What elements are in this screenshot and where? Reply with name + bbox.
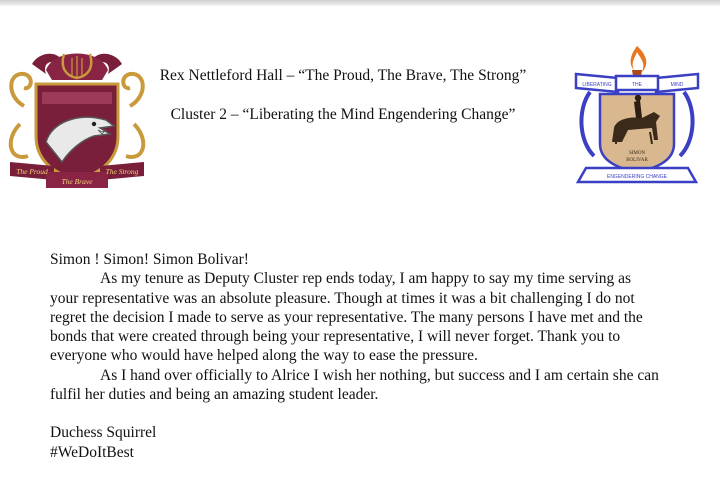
header-hall-name: Rex Nettleford Hall – “The Proud, The Brave, The Strong”	[159, 67, 527, 84]
simon-bolivar-crest-icon	[572, 44, 702, 186]
crest-left-motto-center: The Brave	[61, 177, 93, 186]
crest-right-name-line1: SIMON	[628, 151, 646, 156]
letter-paragraph-1: As my tenure as Deputy Cluster rep ends today, I am happy to say my time serving as your representative was an absolute pleasure. Though at times it was a bit challenging I do not regret the decision I made to serve as your representative. The many persons I have met and the bonds that were created through being your representative, I will never forget. Thank you to everyone who would have helped along the way to ease the pressure.	[50, 270, 643, 365]
crest-left-motto-left: The Proud	[16, 167, 48, 176]
letter-body	[50, 250, 660, 462]
header-cluster-name: Cluster 2 – “Liberating the Mind Engendering Change”	[170, 106, 516, 123]
crest-right-bottom-banner: ENGENDERING CHANGE	[606, 174, 668, 180]
crest-right-name-line2: BOLIVAR	[626, 158, 648, 163]
letter-paragraph-2: As I hand over officially to Alrice I wish her nothing, but success and I am certain she can fulfil her duties and being an amazing student leader.	[50, 366, 659, 404]
letter-greeting: Simon ! Simon! Simon Bolivar!	[50, 251, 249, 268]
crest-right-banner-left: LIBERATING	[582, 82, 612, 88]
crest-right-banner-center: THE	[632, 82, 642, 88]
letter-signature: Duchess Squirrel	[50, 424, 157, 442]
crest-right-banner-right: MIND	[670, 82, 684, 88]
top-border	[0, 0, 720, 6]
letter-hashtag: #WeDoItBest	[50, 443, 134, 461]
crest-left-motto-right: The Strong	[105, 167, 139, 176]
